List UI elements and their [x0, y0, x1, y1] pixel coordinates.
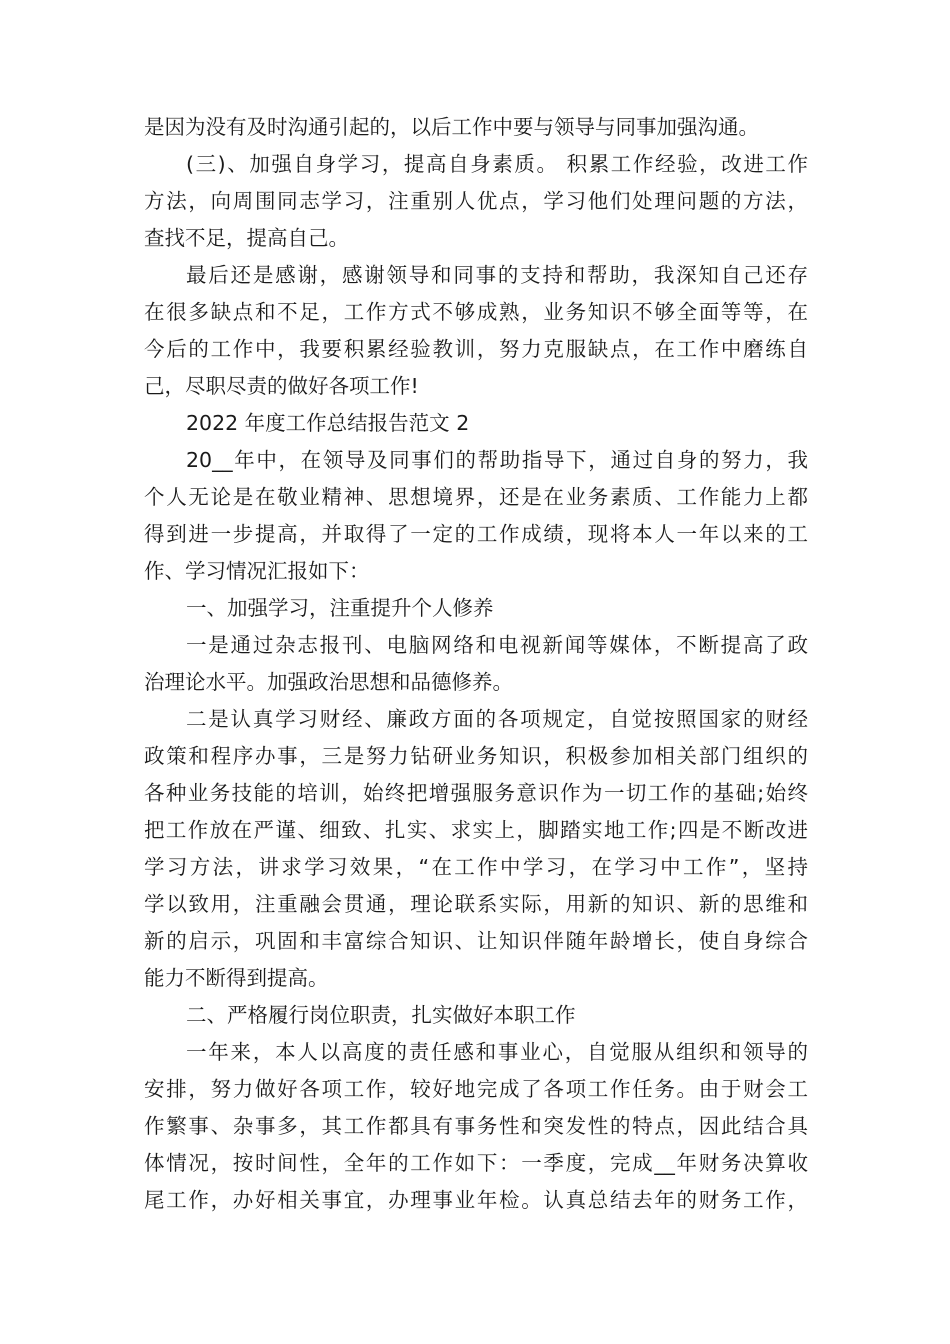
- text-line: 治理论水平。加强政治思想和品德修养。: [144, 670, 513, 694]
- text-line: 二是认真学习财经、廉政方面的各项规定，自觉按照国家的财经: [186, 707, 808, 731]
- text-line: 个人无论是在敬业精神、思想境界，还是在业务素质、工作能力上都: [144, 485, 808, 509]
- text-line: 能力不断得到提高。: [144, 966, 329, 990]
- text-line: 方法，向周围同志学习，注重别人优点，学习他们处理问题的方法，: [144, 189, 808, 213]
- text-line: 最后还是感谢，感谢领导和同事的支持和帮助，我深知自己还存: [186, 263, 808, 287]
- text-line: 一是通过杂志报刊、电脑网络和电视新闻等媒体，不断提高了政: [186, 633, 808, 657]
- text-line: 政策和程序办事，三是努力钻研业务知识，积极参加相关部门组织的: [144, 744, 808, 768]
- text-line: 得到进一步提高，并取得了一定的工作成绩，现将本人一年以来的工: [144, 522, 808, 546]
- text-line: 在很多缺点和不足，工作方式不够成熟，业务知识不够全面等等，在: [144, 300, 808, 324]
- text-line: 作、学习情况汇报如下：: [144, 559, 370, 583]
- document-body: [144, 109, 808, 1219]
- text-line: 一、加强学习，注重提升个人修养: [186, 596, 494, 620]
- text-line: 一年来，本人以高度的责任感和事业心，自觉服从组织和领导的: [186, 1040, 808, 1064]
- text-line: 20__年中，在领导及同事们的帮助指导下，通过自身的努力，我: [186, 448, 808, 472]
- text-line: 体情况，按时间性，全年的工作如下：一季度，完成__年财务决算收: [144, 1151, 808, 1175]
- text-line: 2022 年度工作总结报告范文 2: [186, 411, 470, 435]
- text-line: 是因为没有及时沟通引起的，以后工作中要与领导与同事加强沟通。: [144, 115, 759, 139]
- text-line: 己，尽职尽责的做好各项工作!: [144, 374, 419, 398]
- text-line: 尾工作，办好相关事宜，办理事业年检。认真总结去年的财务工作，: [144, 1188, 808, 1212]
- text-line: 今后的工作中，我要积累经验教训，努力克服缺点，在工作中磨练自: [144, 337, 808, 361]
- text-line: 学以致用，注重融会贯通，理论联系实际，用新的知识、新的思维和: [144, 892, 808, 916]
- text-line: 查找不足，提高自己。: [144, 226, 349, 250]
- text-line: (三)、加强自身学习，提高自身素质。 积累工作经验，改进工作: [186, 152, 808, 176]
- text-line: 作繁事、杂事多，其工作都具有事务性和突发性的特点，因此结合具: [144, 1114, 808, 1138]
- text-line: 学习方法，讲求学习效果，“在工作中学习，在学习中工作”，坚持: [144, 855, 808, 879]
- text-line: 安排，努力做好各项工作，较好地完成了各项工作任务。由于财会工: [144, 1077, 808, 1101]
- text-line: 各种业务技能的培训，始终把增强服务意识作为一切工作的基础;始终: [144, 781, 808, 805]
- text-line: 把工作放在严谨、细致、扎实、求实上，脚踏实地工作;四是不断改进: [144, 818, 808, 842]
- text-line: 二、严格履行岗位职责，扎实做好本职工作: [186, 1003, 576, 1027]
- text-line: 新的启示，巩固和丰富综合知识、让知识伴随年龄增长，使自身综合: [144, 929, 808, 953]
